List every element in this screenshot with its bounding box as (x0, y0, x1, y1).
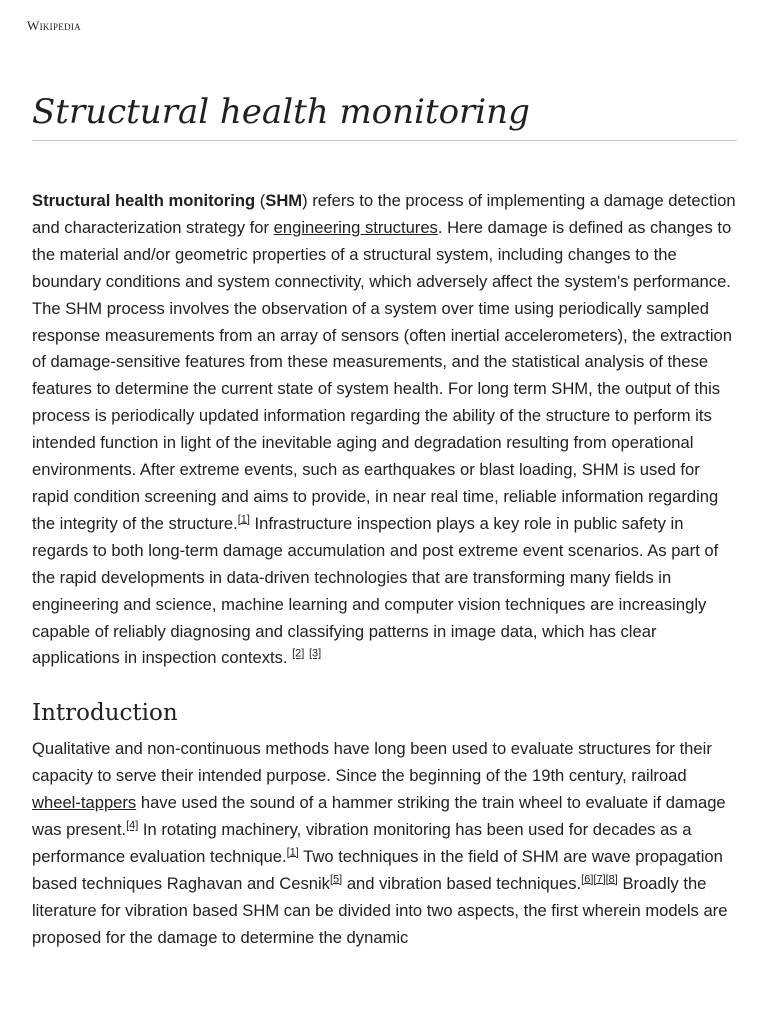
lead-abbreviation: SHM (265, 191, 303, 210)
citation-1-link[interactable]: [1] (286, 846, 299, 859)
citation-5-link[interactable]: [5] (329, 873, 343, 886)
wikipedia-wordmark[interactable]: Wikipedia (27, 18, 81, 33)
introduction-paragraph (32, 736, 740, 951)
citation-3 (309, 648, 321, 660)
lead-term: Structural health monitoring (32, 191, 256, 210)
citation-1-link[interactable]: [1] (237, 513, 250, 526)
citation-8-link[interactable]: [8] (605, 873, 618, 886)
article-body (32, 188, 740, 952)
title-divider (32, 140, 737, 141)
lead-text: Infrastructure inspection plays a key role in public safety in regards to both long-term damage accumulation and post extreme event scenarios. As part of the rapid developments in data-driven technologies that are transforming many fields in engineering and science, machine learning and computer vision techniques are increasingly capable of reliably diagnosing and classifying patterns in image data, which has clear applications in inspection contexts. (32, 513, 719, 668)
intro-text: Two techniques in the field of SHM are wave propagation based techniques Raghavan and Cesnik (32, 846, 723, 893)
lead-text: ) refers to the process of implementing a damage detection and characterization strategy for (32, 191, 736, 237)
intro-text: have used the sound of a hammer striking the train wheel to evaluate if damage was present. (32, 793, 726, 840)
citation-7-link[interactable]: [7] (593, 873, 606, 886)
wheel-tappers-link[interactable]: wheel-tappers (32, 793, 137, 813)
intro-text: Qualitative and non-continuous methods have long been used to evaluate structures for their capacity to serve their intended purpose. Since the beginning of the 19th century, railroad (32, 739, 712, 786)
citation-4-link[interactable]: [4] (126, 819, 139, 832)
citation-4 (126, 820, 138, 832)
engineering-structures-link[interactable]: engineering structures (273, 217, 438, 237)
lead-text: ( (255, 191, 266, 210)
citation-6-7-8 (581, 873, 618, 885)
intro-text: and vibration based techniques. (342, 873, 582, 893)
lead-text: . Here damage is defined as changes to the material and/or geometric properties of a structural system, including changes to the boundary conditions and system connectivity, which adversely affect the system's performance. The SHM process involves the observation of a system over time using periodically sampled response measurements from an array of sensors (often inertial accelerometers), the extraction of damage-sensitive features from these measurements, and the statistical analysis of these features to determine the current state of system health. For long term SHM, the output of this process is periodically updated information regarding the ability of the structure to perform its intended function in light of the inevitable aging and degradation resulting from operational environments. After extreme events, such as earthquakes or blast loading, SHM is used for rapid condition screening and aims to provide, in near real time, reliable information regarding the integrity of the structure. (32, 217, 733, 533)
page-title: Structural health monitoring (32, 92, 530, 132)
introduction-heading: Introduction (32, 700, 178, 727)
intro-text: In rotating machinery, vibration monitoring has been used for decades as a performance evaluation technique. (32, 820, 692, 866)
citation-2-link[interactable]: [2] (292, 647, 305, 660)
citation-3-link[interactable]: [3] (308, 647, 322, 660)
intro-text: Broadly the literature for vibration based SHM can be divided into two aspects, the first wherein models are proposed for the damage to determine the dynamic (32, 873, 728, 947)
citation-1 (238, 513, 250, 525)
lead-paragraph (32, 188, 740, 672)
citation-2 (292, 648, 304, 660)
citation-5 (330, 873, 342, 885)
citation-1 (287, 846, 299, 858)
citation-6-link[interactable]: [6] (581, 873, 594, 886)
